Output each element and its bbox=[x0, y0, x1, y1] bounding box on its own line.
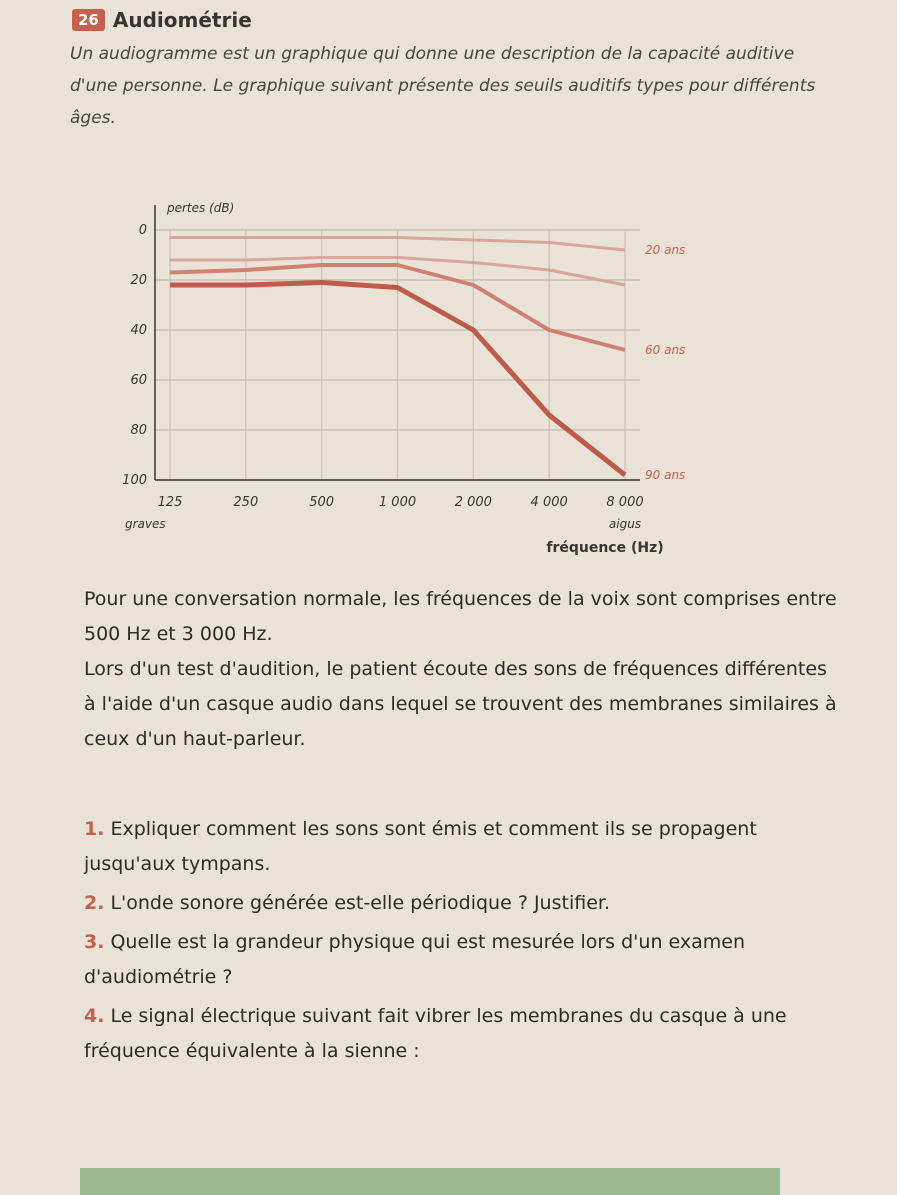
intro-line-1: Un audiogramme est un graphique qui donne une description de la capacité auditive d'une personne. bbox=[70, 44, 795, 96]
body-text bbox=[84, 582, 844, 757]
series-label: 20 ans bbox=[645, 243, 686, 257]
x-tick-label: 8 000 bbox=[606, 495, 644, 510]
questions-list bbox=[84, 812, 844, 1073]
question-text: Le signal électrique suivant fait vibrer les membranes du casque à une fréquence équivalente à la sienne : bbox=[84, 1005, 787, 1062]
y-tick-label: 60 bbox=[130, 373, 147, 388]
x-left-label: graves bbox=[125, 517, 166, 531]
x-tick-label: 4 000 bbox=[530, 495, 568, 510]
x-tick-label: 1 000 bbox=[378, 495, 417, 510]
y-tick-label: 100 bbox=[122, 473, 147, 488]
x-tick-label: 125 bbox=[157, 495, 183, 510]
y-tick-label: 80 bbox=[130, 423, 147, 438]
question-text: Expliquer comment les sons sont émis et comment ils se propagent jusqu'aux tympans. bbox=[84, 818, 757, 875]
y-axis-label: pertes (dB) bbox=[167, 201, 235, 215]
body-paragraph-1: Pour une conversation normale, les fréquences de la voix sont comprises entre 500 Hz et 3 000 Hz. bbox=[84, 588, 837, 645]
x-right-label: aigus bbox=[608, 517, 642, 531]
intro-line-2: Le graphique suivant présente des seuils auditifs types pour différents âges. bbox=[70, 76, 816, 128]
x-tick-label: 500 bbox=[309, 495, 335, 510]
question-number: 4. bbox=[84, 1005, 105, 1027]
signal-figure-edge bbox=[80, 1168, 780, 1195]
question-text: Quelle est la grandeur physique qui est mesurée lors d'un examen d'audiométrie ? bbox=[84, 931, 746, 988]
question-number: 3. bbox=[84, 931, 105, 953]
audiogram-svg bbox=[100, 190, 740, 570]
exercise-header bbox=[72, 8, 252, 32]
series-label: 90 ans bbox=[645, 468, 686, 482]
x-axis-label: fréquence (Hz) bbox=[546, 540, 664, 556]
question-number: 1. bbox=[84, 818, 105, 840]
question-text: L'onde sonore générée est-elle périodique ? Justifier. bbox=[110, 892, 610, 914]
exercise-title: Audiométrie bbox=[112, 8, 252, 32]
y-tick-label: 40 bbox=[130, 323, 147, 338]
y-tick-label: 0 bbox=[138, 223, 147, 238]
audiogram-chart bbox=[100, 190, 740, 570]
intro-text bbox=[70, 38, 830, 134]
question-1 bbox=[84, 812, 844, 882]
x-tick-label: 2 000 bbox=[454, 495, 492, 510]
question-2 bbox=[84, 886, 844, 921]
exercise-number-badge: 26 bbox=[72, 9, 105, 31]
question-3 bbox=[84, 925, 844, 995]
series-label: 60 ans bbox=[645, 343, 686, 357]
question-4 bbox=[84, 999, 844, 1069]
x-tick-label: 250 bbox=[233, 495, 259, 510]
body-paragraph-2: Lors d'un test d'audition, le patient écoute des sons de fréquences différentes à l'aide d'un casque audio dans lequel se trouvent des membranes similaires à ceux d'un haut-parleur. bbox=[84, 658, 837, 750]
question-number: 2. bbox=[84, 892, 105, 914]
y-tick-label: 20 bbox=[130, 273, 147, 288]
